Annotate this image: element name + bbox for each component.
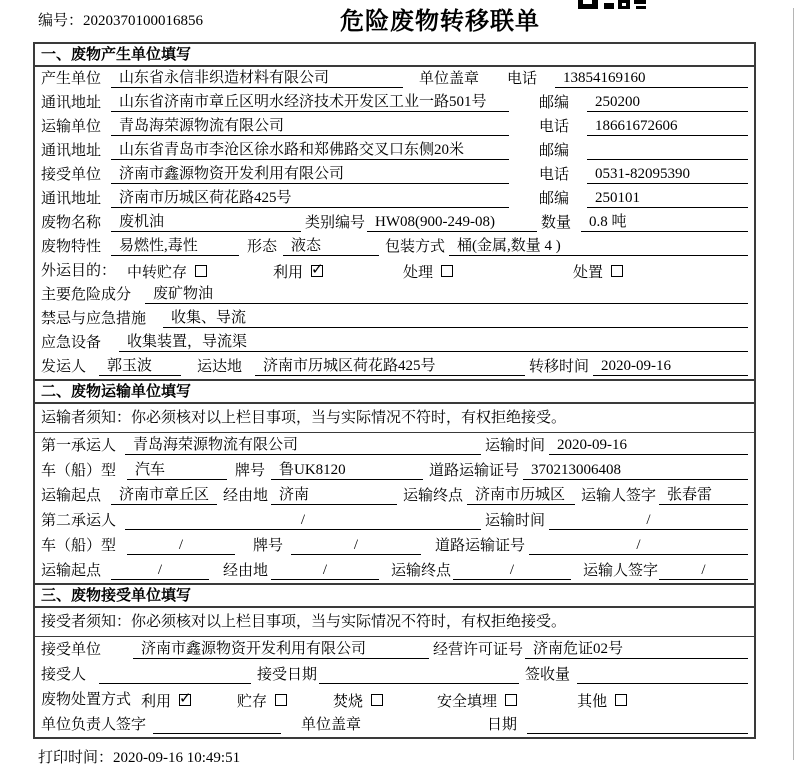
qr-code-fragment-icon <box>578 0 646 9</box>
field-label: 邮编 <box>539 95 570 111</box>
waste-form-value: 液态 <box>283 234 379 256</box>
row-first-vehicle <box>35 458 754 483</box>
row-acceptor <box>35 662 754 687</box>
packing-method-value: 桶(金属,数量 4 ) <box>449 234 748 256</box>
print-time-value: 2020-09-16 10:49:51 <box>113 750 241 766</box>
row-waste-property <box>35 235 754 259</box>
field-label: 电话 <box>539 167 570 183</box>
field-label: 发运人 <box>41 359 87 375</box>
purpose-utilize-checkbox-checked <box>311 265 323 277</box>
main-hazard-value: 废矿物油 <box>145 282 748 304</box>
row-main-hazard <box>35 283 754 307</box>
second-vehicle-type-value: / <box>127 537 235 555</box>
field-label: 第一承运人 <box>41 438 117 454</box>
checkbox-label: 安全填埋 <box>437 693 498 710</box>
field-label: 形态 <box>247 239 278 255</box>
receiver-phone-value: 0531-82095390 <box>587 166 748 184</box>
field-label: 邮编 <box>539 191 570 207</box>
field-label: 运输单位 <box>41 119 102 135</box>
receiver-address-value: 济南市历城区荷花路425号 <box>111 186 509 208</box>
field-label: 包装方式 <box>385 239 446 255</box>
purpose-dispose-checkbox-unchecked <box>611 265 623 277</box>
first-plate-no-value: 鲁UK8120 <box>271 458 423 480</box>
field-label: 牌号 <box>253 538 284 554</box>
field-label: 电话 <box>507 71 538 87</box>
field-label: 接受单位 <box>41 642 102 658</box>
row-taboo-measures <box>35 307 754 331</box>
disposal-landfill-checkbox-group <box>437 691 517 709</box>
transfer-date-value: 2020-09-16 <box>593 358 748 376</box>
document-header <box>0 0 796 42</box>
checkbox-label: 中转贮存 <box>127 264 188 281</box>
taboo-measures-value: 收集、导流 <box>163 306 748 328</box>
second-carrier-value: / <box>125 512 481 530</box>
field-label: 签收量 <box>525 667 571 683</box>
field-label: 运输起点 <box>41 488 102 504</box>
second-transport-date-value: / <box>549 512 748 530</box>
purpose-transit-storage-checkbox-group <box>127 262 207 280</box>
first-route-end-value: 济南市历城区 <box>467 483 575 505</box>
checkbox-label: 利用 <box>273 264 304 281</box>
accept-date-value <box>319 666 519 684</box>
field-label: 运输终点 <box>391 563 452 579</box>
row-receiver-unit <box>35 163 754 187</box>
section-3 <box>35 583 754 737</box>
purpose-treat-checkbox-unchecked <box>441 265 453 277</box>
row-second-route <box>35 558 754 583</box>
acceptor-value <box>99 666 251 684</box>
section-2-notice: 运输者须知：你必须核对以上栏目事项，当与实际情况不符时，有权拒绝接受。 <box>35 404 754 433</box>
field-label: 单位负责人签字 <box>41 717 147 733</box>
section-1-title: 一、废物产生单位填写 <box>35 44 754 67</box>
doc-number-label: 编号： <box>38 13 84 29</box>
field-label: 电话 <box>539 119 570 135</box>
row-responsible-signature <box>35 712 754 737</box>
field-label: 经由地 <box>223 563 269 579</box>
field-label: 数量 <box>541 215 572 231</box>
section-2 <box>35 379 754 583</box>
row-transporter-unit <box>35 115 754 139</box>
receiver-seal-label: 单位盖章 <box>301 717 362 733</box>
first-carrier-signature-value: 张春雷 <box>659 483 748 505</box>
field-label: 主要危险成分 <box>41 287 132 303</box>
row-emergency-equipment <box>35 331 754 355</box>
disposal-storage-checkbox-group <box>237 691 287 709</box>
row-second-vehicle <box>35 533 754 558</box>
section-3-notice: 接受者须知：你必须核对以上栏目事项，当与实际情况不符时，有权拒绝接受。 <box>35 608 754 637</box>
disposal-landfill-checkbox-unchecked <box>505 694 517 706</box>
waste-name-value: 废机油 <box>111 210 301 232</box>
row-transfer-purpose <box>35 259 754 283</box>
purpose-dispose-checkbox-group <box>573 262 623 280</box>
row-disposal-method <box>35 687 754 712</box>
transporter-zip-value <box>587 142 748 160</box>
first-transport-date-value: 2020-09-16 <box>549 437 748 455</box>
row-first-carrier <box>35 433 754 458</box>
second-road-permit-value: / <box>529 537 748 555</box>
row-generator-unit <box>35 67 754 91</box>
field-label: 运输人签字 <box>581 488 657 504</box>
field-label: 接受日期 <box>257 667 318 683</box>
consignor-value: 郭玉波 <box>99 354 181 376</box>
receiver-zip-value: 250101 <box>587 190 748 208</box>
second-carrier-signature-value: / <box>659 562 748 580</box>
field-label: 运输时间 <box>485 513 546 529</box>
field-label: 运达地 <box>197 359 243 375</box>
field-label: 经由地 <box>223 488 269 504</box>
doc-number-value: 2020370100016856 <box>83 13 204 29</box>
section-1 <box>35 44 754 379</box>
row-generator-address <box>35 91 754 115</box>
field-label: 废物处置方式 <box>41 692 132 708</box>
field-label: 禁忌与应急措施 <box>41 311 147 327</box>
transfer-manifest-form <box>33 42 756 739</box>
field-label: 日期 <box>487 717 518 733</box>
row-first-route <box>35 483 754 508</box>
field-label: 道路运输证号 <box>435 538 526 554</box>
checkbox-label: 处理 <box>403 264 434 281</box>
waste-category-code-value: HW08(900-249-08) <box>367 214 537 232</box>
first-route-start-value: 济南市章丘区 <box>111 483 217 505</box>
row-consignor <box>35 355 754 379</box>
disposal-storage-checkbox-unchecked <box>275 694 287 706</box>
page-title: 危险废物转移联单 <box>340 8 540 35</box>
purpose-transit-storage-checkbox-unchecked <box>195 265 207 277</box>
field-label: 接受人 <box>41 667 87 683</box>
purpose-utilize-checkbox-group <box>273 262 323 280</box>
print-time-label: 打印时间： <box>38 750 114 766</box>
field-label: 邮编 <box>539 143 570 159</box>
field-label: 通讯地址 <box>41 143 102 159</box>
field-label: 产生单位 <box>41 71 102 87</box>
received-quantity-value <box>577 666 748 684</box>
transporter-unit-value: 青岛海荣源物流有限公司 <box>111 114 509 136</box>
field-label: 运输时间 <box>485 438 546 454</box>
row-receiver-address <box>35 187 754 211</box>
field-label: 第二承运人 <box>41 513 117 529</box>
field-label: 运输起点 <box>41 563 102 579</box>
field-label: 道路运输证号 <box>429 463 520 479</box>
waste-property-value: 易燃性,毒性 <box>111 234 239 256</box>
field-label: 经营许可证号 <box>433 642 524 658</box>
transporter-phone-value: 18661672606 <box>587 118 748 136</box>
field-label: 运输人签字 <box>583 563 659 579</box>
first-vehicle-type-value: 汽车 <box>127 458 227 480</box>
field-label: 通讯地址 <box>41 191 102 207</box>
row-accept-unit <box>35 637 754 662</box>
checkbox-label: 利用 <box>141 693 172 710</box>
second-route-start-value: / <box>111 562 209 580</box>
checkbox-label: 处置 <box>573 264 604 281</box>
field-label: 外运目的： <box>41 263 117 279</box>
purpose-treat-checkbox-group <box>403 262 453 280</box>
row-waste-name <box>35 211 754 235</box>
field-label: 类别编号 <box>305 215 366 231</box>
doc-number <box>38 9 203 30</box>
checkbox-label: 其他 <box>577 693 608 710</box>
second-route-end-value: / <box>453 562 571 580</box>
first-road-permit-value: 370213006408 <box>523 462 748 480</box>
field-label: 废物特性 <box>41 239 102 255</box>
field-label: 运输终点 <box>403 488 464 504</box>
transporter-address-value: 山东省青岛市李沧区徐水路和郑佛路交叉口东侧20米 <box>111 138 509 160</box>
disposal-other-checkbox-unchecked <box>615 694 627 706</box>
section-3-title: 三、废物接受单位填写 <box>35 585 754 608</box>
waste-quantity-value: 0.8 吨 <box>581 210 748 232</box>
field-label: 车（船）型 <box>41 463 117 479</box>
field-label: 牌号 <box>235 463 266 479</box>
print-time <box>38 746 796 767</box>
disposal-incinerate-checkbox-unchecked <box>371 694 383 706</box>
unit-seal-label: 单位盖章 <box>419 71 480 87</box>
generator-address-value: 山东省济南市章丘区明水经济技术开发区工业一路501号 <box>111 90 509 112</box>
section-2-title: 二、废物运输单位填写 <box>35 381 754 404</box>
field-label: 转移时间 <box>529 359 590 375</box>
row-second-carrier <box>35 508 754 533</box>
field-label: 应急设备 <box>41 335 102 351</box>
first-carrier-value: 青岛海荣源物流有限公司 <box>125 433 481 455</box>
generator-unit-value: 山东省永信非织造材料有限公司 <box>111 66 403 88</box>
receiver-unit-value: 济南市鑫源物资开发利用有限公司 <box>111 162 509 184</box>
checkbox-label: 贮存 <box>237 693 268 710</box>
generator-zip-value: 250200 <box>587 94 748 112</box>
disposal-incinerate-checkbox-group <box>333 691 383 709</box>
second-plate-no-value: / <box>291 537 421 555</box>
row-transporter-address <box>35 139 754 163</box>
business-license-no-value: 济南危证02号 <box>525 637 748 659</box>
field-label: 废物名称 <box>41 215 102 231</box>
disposal-utilize-checkbox-group <box>141 691 191 709</box>
field-label: 接受单位 <box>41 167 102 183</box>
generator-phone-value: 13854169160 <box>555 70 748 88</box>
emergency-equipment-value: 收集装置，导流渠 <box>119 330 748 352</box>
accept-unit-value: 济南市鑫源物资开发利用有限公司 <box>133 637 429 659</box>
field-label: 通讯地址 <box>41 95 102 111</box>
responsible-signature-value <box>153 716 281 734</box>
field-label: 车（船）型 <box>41 538 117 554</box>
sign-date-value <box>527 716 748 734</box>
second-route-via-value: / <box>271 562 379 580</box>
destination-value: 济南市历城区荷花路425号 <box>255 354 525 376</box>
disposal-utilize-checkbox-checked <box>179 694 191 706</box>
page-right-border <box>793 8 794 760</box>
first-route-via-value: 济南 <box>271 483 397 505</box>
checkbox-label: 焚烧 <box>333 693 364 710</box>
disposal-other-checkbox-group <box>577 691 627 709</box>
